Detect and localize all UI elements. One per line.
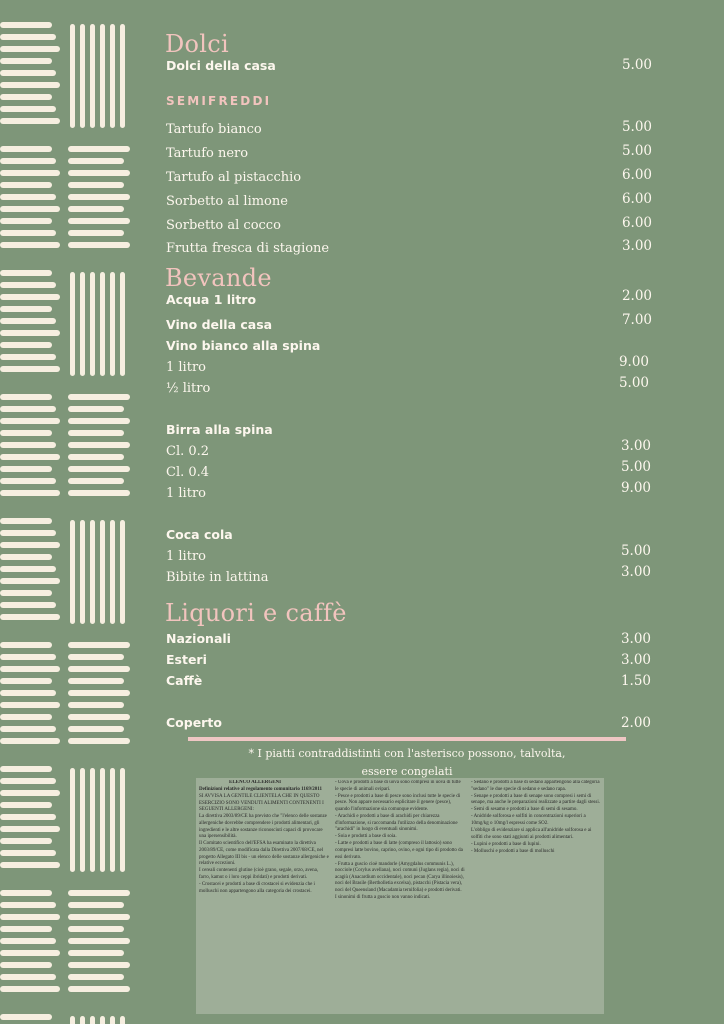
price-birra-1litro: 9.00 bbox=[620, 480, 651, 496]
price-birra-cl04: 5.00 bbox=[620, 459, 651, 475]
item-tartufo-pistacchio: Tartufo al pistacchio bbox=[166, 170, 302, 185]
price-bibite: 3.00 bbox=[620, 564, 651, 580]
item-sorbetto-cocco: Sorbetto al cocco bbox=[166, 218, 281, 233]
item-coca-1litro: 1 litro bbox=[166, 549, 206, 564]
item-birra-cl04: Cl. 0.4 bbox=[166, 465, 210, 480]
allergen-text: L'obbligo di evidenziare si applica all'anidride solforosa e ai solfiti che sono stati aggiunti ai prodotti alimentari. bbox=[471, 828, 592, 840]
item-sorbetto-limone: Sorbetto al limone bbox=[166, 194, 288, 209]
price-acqua: 2.00 bbox=[621, 288, 652, 304]
price-caffe: 1.50 bbox=[620, 673, 651, 689]
item-bibite: Bibite in lattina bbox=[166, 570, 269, 585]
item-tartufo-nero: Tartufo nero bbox=[166, 146, 249, 161]
price-sorbetto-cocco: 6.00 bbox=[621, 215, 652, 231]
allergen-text: La direttiva 2003/89/CE ha previsto che "l'elenco delle sostanze allergeniche dovrebbe comprendere i prodotti alimentari, gli ingredienti e le altre sostanze riconosciuti capaci di provocare una ipersensibilità. bbox=[199, 814, 327, 840]
price-sorbetto-limone: 6.00 bbox=[621, 191, 652, 207]
allergen-text: - Crostacei e prodotti a base di crostacei si evidenzia che i molluschi non appartengono alla categoria dei crostacei. bbox=[199, 881, 315, 894]
subsection-semifreddi: SEMIFREDDI bbox=[166, 94, 272, 108]
item-coperto: Coperto bbox=[166, 715, 222, 730]
allergen-text: - Frutta a guscio cioè mandorle (Amygdalus communis L.), nocciole (Corylus avellana), noci comuni (Juglans regia), noci di acagiù (Anacardium occidentale), noci pecan (Carya illinoiesis), noci del Brasile (Bertholletia excelsa), pistacchi (Pistacia vera), noci del Queensland (Macadamia ternifolia) e prodotti derivati. bbox=[335, 861, 465, 893]
item-caffe: Caffè bbox=[166, 673, 203, 688]
item-acqua: Acqua 1 litro bbox=[166, 292, 257, 307]
allergen-text: ELENCO ALLERGENI bbox=[229, 780, 282, 785]
price-birra-cl02: 3.00 bbox=[620, 438, 651, 454]
allergen-column-1 bbox=[199, 780, 329, 1012]
decorative-stripes bbox=[0, 0, 140, 1024]
price-dolci-casa: 5.00 bbox=[621, 57, 652, 73]
frozen-note-line1: * I piatti contraddistinti con l'asterisco possono, talvolta, bbox=[248, 747, 566, 760]
price-tartufo-bianco: 5.00 bbox=[621, 119, 652, 135]
allergen-text: Il Comitato scientifico dell'EFSA ha esaminato la direttiva 2003/89/CE, come modificata dalla Direttiva 2007/68/CE, nel progetto Allegato III bis - un elenco delle sostanze allergeniche e relative eccezioni. bbox=[199, 841, 329, 867]
allergen-text: - Semi di sesamo e prodotti a base di semi di sesamo. bbox=[471, 807, 578, 813]
item-nazionali: Nazionali bbox=[166, 631, 231, 646]
allergen-text: - Soia e prodotti a base di soia. bbox=[335, 834, 397, 840]
item-vino-bianco: Vino bianco alla spina bbox=[166, 338, 321, 353]
frozen-note-line2: essere congelati bbox=[361, 765, 453, 778]
allergen-text: - Latte e prodotti a base di latte (compreso il lattosio) sono compresi latte bovino, caprino, ovino, e ogni tipo di prodotto da essi derivato. bbox=[335, 841, 463, 860]
allergen-column-3 bbox=[471, 780, 601, 1012]
item-coca: Coca cola bbox=[166, 527, 233, 542]
price-coca-1litro: 5.00 bbox=[620, 543, 651, 559]
allergen-text: I sinonimi di frutta a guscio non vanno indicati. bbox=[335, 895, 431, 901]
allergen-text: SI AVVISA LA GENTILE CLIENTELA CHE IN QUESTO ESERCIZIO SONO VENDUTI ALIMENTI CONTENENTI I SEGUENTI ALLERGENI: bbox=[199, 794, 324, 813]
price-tartufo-nero: 5.00 bbox=[621, 143, 652, 159]
price-vino-1litro: 9.00 bbox=[618, 354, 649, 370]
section-title-liquori: Liquori e caffè bbox=[165, 599, 347, 627]
item-vino-casa: Vino della casa bbox=[166, 317, 273, 332]
allergen-text: - Senape e prodotti a base di senape sono compresi i semi di senape, ma anche le preparazioni realizzate a partire dagli stessi. bbox=[471, 793, 600, 806]
price-coperto: 2.00 bbox=[620, 715, 651, 731]
item-vino-mezzo: ½ litro bbox=[166, 381, 211, 396]
item-birra-cl02: Cl. 0.2 bbox=[166, 444, 210, 459]
item-frutta-fresca: Frutta fresca di stagione bbox=[166, 241, 330, 256]
item-esteri: Esteri bbox=[166, 652, 207, 667]
allergen-info bbox=[196, 778, 604, 1014]
section-title-dolci: Dolci bbox=[165, 30, 229, 58]
price-vino-casa: 7.00 bbox=[621, 312, 652, 328]
price-nazionali: 3.00 bbox=[620, 631, 651, 647]
divider-line bbox=[188, 737, 626, 741]
price-esteri: 3.00 bbox=[620, 652, 651, 668]
allergen-text: I cereali contenenti glutine (cioè grano, segale, orzo, avena, farro, kamut o i loro ceppi ibridati) e prodotti derivati. bbox=[199, 868, 319, 880]
price-vino-mezzo: 5.00 bbox=[618, 375, 649, 391]
allergen-column-2 bbox=[335, 780, 465, 1012]
item-dolci-casa: Dolci della casa bbox=[166, 58, 276, 73]
allergen-text: - Sedano e prodotti a base di sedano appartengono alla categoria "sedano" le due specie di sedano e sedano rapa. bbox=[471, 780, 600, 792]
allergen-text: - Molluschi e prodotti a base di molluschi bbox=[471, 848, 555, 854]
allergen-text: - Uova e prodotti a base di uova sono compresi in uova di tutte le specie di animali ovipari. bbox=[335, 780, 461, 792]
item-birra-1litro: 1 litro bbox=[166, 486, 206, 501]
allergen-text: - Anidride solforosa e solfiti in concentrazioni superiori a 10mg/kg o 10mg/l espressi come SO2. bbox=[471, 814, 586, 827]
allergen-text: - Pesce e prodotti a base di pesce sono inclusi tutte le specie di pesce. Non appare necessario esplicitare il genere (pesce), quando l'informazione sia comunque evidente. bbox=[335, 793, 461, 812]
allergen-text: Definizioni relative al regolamento comunitario 1169/2011 bbox=[199, 787, 322, 793]
allergen-text: - Lupini e prodotti a base di lupini. bbox=[471, 841, 541, 847]
section-title-bevande: Bevande bbox=[165, 264, 272, 292]
item-birra: Birra alla spina bbox=[166, 422, 273, 437]
allergen-text: - Arachidi e prodotti a base di arachidi per chiarezza d'informazione, si raccomanda l'utilizzo della denominazione "arachidi" in luogo di eventuali sinonimi. bbox=[335, 813, 458, 833]
price-frutta-fresca: 3.00 bbox=[621, 238, 652, 254]
item-tartufo-bianco: Tartufo bianco bbox=[166, 122, 262, 137]
price-tartufo-pistacchio: 6.00 bbox=[621, 167, 652, 183]
item-vino-1litro: 1 litro bbox=[166, 360, 206, 375]
